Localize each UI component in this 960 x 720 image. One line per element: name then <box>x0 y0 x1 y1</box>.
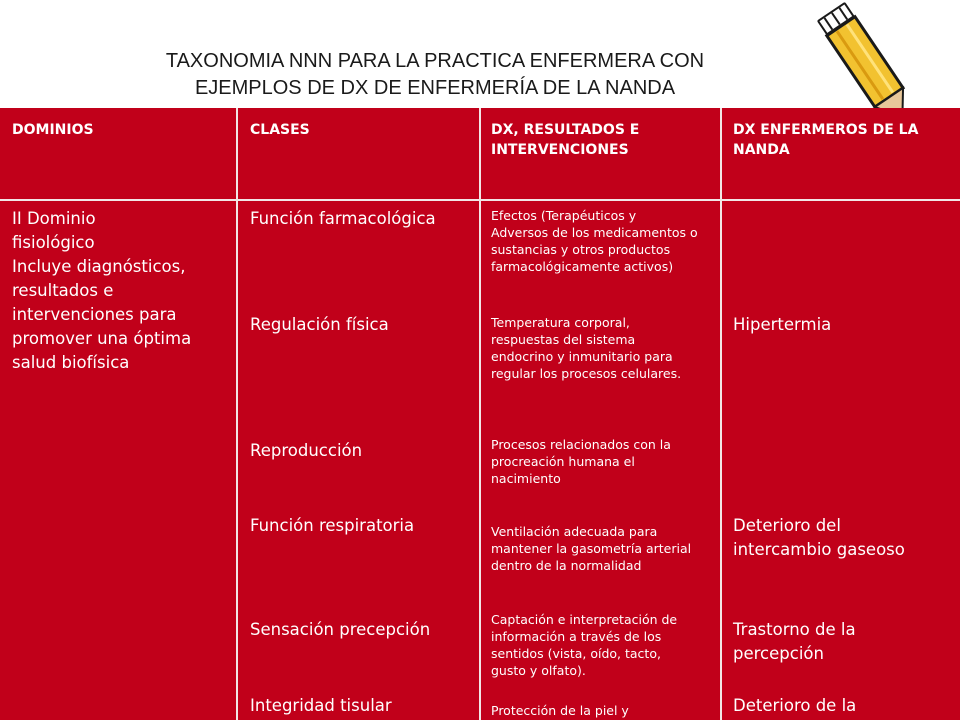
desc-line: endocrino y inmunitario para <box>491 349 673 364</box>
header-dx-resultados: DX, RESULTADOS E INTERVENCIONES <box>491 122 640 158</box>
desc-line: sentidos (vista, oído, tacto, <box>491 646 661 661</box>
domain-line: intervenciones para <box>12 305 177 324</box>
desc-line: Temperatura corporal, <box>491 315 630 330</box>
nanda-line: intercambio gaseoso <box>733 540 905 559</box>
title-line-2: EJEMPLOS DE DX DE ENFERMERÍA DE LA NANDA <box>194 77 676 99</box>
clase-farmacologica: Función farmacológica <box>250 209 436 228</box>
desc-line: mantener la gasometría arterial <box>491 541 692 556</box>
clase-funcion-respiratoria: Función respiratoria <box>250 516 415 535</box>
clase-integridad-tisular: Integridad tisular <box>250 696 392 715</box>
taxonomy-table <box>0 108 960 720</box>
domain-line: promover una óptima <box>12 329 192 348</box>
desc-line: Protección de la piel y <box>491 703 629 718</box>
desc-line: farmacológicamente activos) <box>491 259 674 274</box>
domain-line: Incluye diagnósticos, <box>12 257 186 276</box>
clase-sensacion-percepcion: Sensación precepción <box>250 620 431 639</box>
desc-line: nacimiento <box>491 471 561 486</box>
clase-reproduccion: Reproducción <box>250 441 363 460</box>
desc-line: Procesos relacionados con la <box>491 437 671 452</box>
desc-line: gusto y olfato). <box>491 663 586 678</box>
desc-reproduccion <box>491 436 717 487</box>
desc-line: respuestas del sistema <box>491 332 636 347</box>
nanda-hipertermia: Hipertermia <box>733 315 832 334</box>
nanda-deterioro: Deterioro de la <box>733 696 857 715</box>
domain-line: salud biofísica <box>12 353 130 372</box>
nanda-line: percepción <box>733 644 824 663</box>
nanda-line: Deterioro del <box>733 516 841 535</box>
header-clases: CLASES <box>250 122 310 138</box>
desc-line: Captación e interpretación de <box>491 612 678 627</box>
desc-line: Efectos (Terapéuticos y <box>491 208 637 223</box>
desc-farmacologica <box>491 207 717 275</box>
desc-funcion-respiratoria <box>491 523 717 574</box>
desc-line: sustancias y otros productos <box>491 242 671 257</box>
desc-line: procreación humana el <box>491 454 635 469</box>
desc-sensacion-percepcion <box>491 611 717 679</box>
nanda-intercambio-gaseoso <box>733 514 955 562</box>
nanda-line: Trastorno de la <box>733 620 856 639</box>
domain-line: II Dominio <box>12 209 96 228</box>
desc-line: información a través de los <box>491 629 662 644</box>
domain-description <box>12 207 234 375</box>
desc-integridad-tisular <box>491 702 717 719</box>
desc-line: dentro de la normalidad <box>491 558 642 573</box>
clase-regulacion-fisica: Regulación física <box>250 315 389 334</box>
desc-line: regular los procesos celulares. <box>491 366 682 381</box>
header-dx-nanda: DX ENFERMEROS DE LA NANDA <box>733 122 919 158</box>
desc-line: Adversos de los medicamentos o <box>491 225 698 240</box>
header-divider <box>0 199 960 201</box>
desc-regulacion-fisica <box>491 314 717 382</box>
desc-line: Ventilación adecuada para <box>491 524 658 539</box>
title-line-1: TAXONOMIA NNN PARA LA PRACTICA ENFERMERA CON <box>165 50 705 72</box>
slide-title <box>60 48 810 102</box>
domain-line: resultados e <box>12 281 114 300</box>
domain-line: fisiológico <box>12 233 95 252</box>
header-dominios: DOMINIOS <box>12 122 94 138</box>
pencil-icon <box>806 0 916 112</box>
nanda-trastorno-percepcion <box>733 618 955 666</box>
